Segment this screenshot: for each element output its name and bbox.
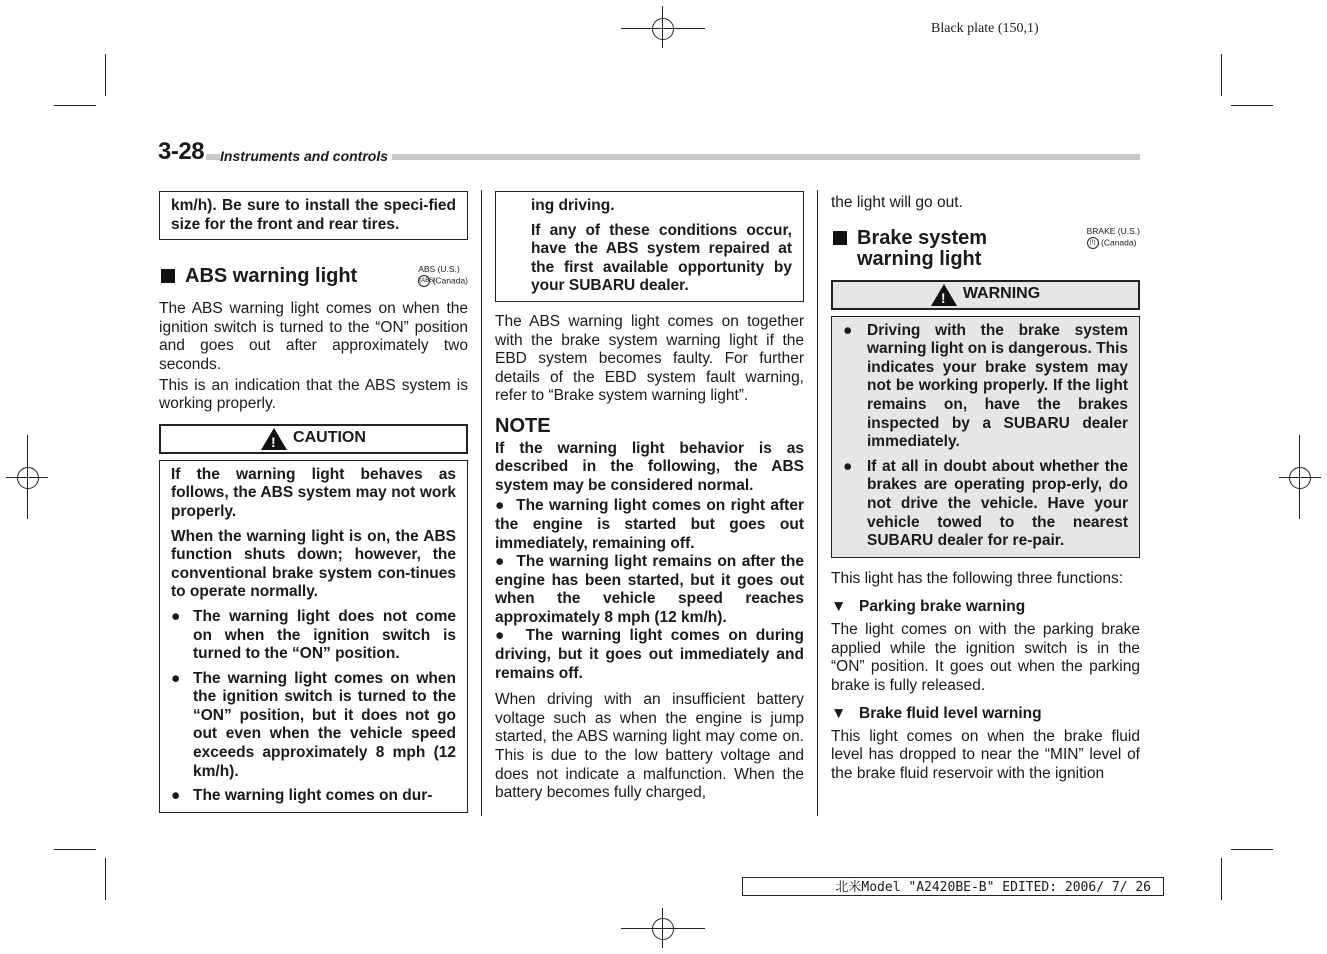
fluid-level-text: This light comes on when the brake fluid level has dropped to near the “MIN” level of the brake fluid reservoir with the ignition xyxy=(831,727,1140,783)
column-3 xyxy=(831,194,1140,790)
section-square-icon xyxy=(833,231,847,245)
crop-br-v xyxy=(1221,858,1222,900)
brake-symbol-canada: (Canada) xyxy=(1101,236,1137,247)
caution-cont-para-1: ing driving. xyxy=(531,197,615,214)
crop-tl-h xyxy=(54,105,96,106)
warning-triangle-icon: ! xyxy=(261,428,287,450)
abs-heading-text: ABS warning light xyxy=(185,265,358,288)
note-heading: NOTE xyxy=(495,414,551,437)
brake-symbol-us: BRAKE (U.S.) xyxy=(1086,225,1140,236)
reg-mark-top-circle xyxy=(652,18,674,40)
caution-cont-para-2: If any of these conditions occur, have the ABS system repaired at the first available opportunity by your SUBARU dealer. xyxy=(531,221,792,295)
edit-footer: 北米Model "A2420BE-B" EDITED: 2006/ 7/ 26 xyxy=(742,877,1164,896)
column-1 xyxy=(159,191,468,813)
crop-tr-v xyxy=(1221,54,1222,96)
top-continued-box xyxy=(159,191,468,240)
section-square-icon xyxy=(161,269,175,283)
triangle-down-icon: ▼ xyxy=(831,705,847,723)
note-intro: If the warning light behavior is as described in the following, the ABS system may be considered normal. xyxy=(495,439,804,494)
abs-circle-icon: (ABS) xyxy=(418,275,430,287)
triangle-down-icon: ▼ xyxy=(831,598,847,616)
caution-bullet-3: ● The warning light comes on dur- xyxy=(171,787,433,805)
abs-symbol-canada: (Canada) xyxy=(432,275,468,286)
abs-heading-row xyxy=(159,266,468,287)
light-out-para: the light will go out. xyxy=(831,194,963,211)
caution-bullet-2: ● The warning light comes on when the ignition switch is turned to the “ON” position, but it does not go out even when the vehicle speed exceeds approximately 8 mph (12 km/h). xyxy=(171,669,456,780)
abs-para-2: This is an indication that the ABS system is working properly. xyxy=(159,376,468,413)
crop-bl-v xyxy=(105,858,106,900)
warning-triangle-icon: ! xyxy=(931,284,957,306)
warning-label: WARNING xyxy=(962,285,1041,303)
caution-header xyxy=(159,424,468,454)
crop-tr-h xyxy=(1231,105,1273,106)
battery-para: When driving with an insufficient battery voltage such as when the engine is jump started, the ABS warning light may come on. This is due to the low battery voltage and does not indicate a malfunction. When the battery becomes fully charged, xyxy=(495,691,804,802)
functions-intro: This light has the following three functions: xyxy=(831,569,1124,587)
plate-label: Black plate (150,1) xyxy=(931,21,1039,36)
brake-circle-icon: (!) xyxy=(1087,237,1099,249)
warning-header xyxy=(831,280,1140,310)
parking-brake-subheading: ▼ Parking brake warning xyxy=(831,598,1026,616)
page-number: 3-28 xyxy=(158,138,205,165)
crop-bl-h xyxy=(54,849,96,850)
top-box-text: km/h). Be sure to install the speci-fied size for the front and rear tires. xyxy=(171,197,456,233)
note-bullet-2: ● The warning light remains on after the engine has been started, but it goes out when the vehicle speed reaches approximately 8 mph (12 km/h). xyxy=(495,553,804,626)
note-bullet-3: ● The warning light comes on during driving, but it goes out immediately and remains off. xyxy=(495,627,804,682)
column-divider-2 xyxy=(817,190,818,816)
brake-heading xyxy=(831,228,987,270)
abs-heading xyxy=(159,266,357,287)
abs-symbol-us: ABS (U.S.) xyxy=(418,264,460,275)
parking-brake-text: The light comes on with the parking brake applied while the ignition switch is in the “ON” position. It goes out when the parking brake is fully released. xyxy=(831,620,1140,694)
fluid-level-subheading: ▼ Brake fluid level warning xyxy=(831,705,1042,723)
warning-box xyxy=(831,316,1140,558)
brake-heading-row xyxy=(831,225,1140,270)
ebd-para: The ABS warning light comes on together with the brake system warning light if the EBD system becomes faulty. For further details of the EBD system fault warning, refer to “Brake system warning light”. xyxy=(495,312,804,405)
warning-bullet-2: ● If at all in doubt about whether the brakes are operating prop-erly, do not drive the vehicle. Have your vehicle towed to the nearest SUBARU dealer for re-pair. xyxy=(843,457,1128,550)
caution-box xyxy=(159,460,468,813)
caution-continued-box xyxy=(495,191,804,302)
brake-heading-line-2: warning light xyxy=(857,247,982,270)
crop-br-h xyxy=(1231,849,1273,850)
caution-label: CAUTION xyxy=(293,429,366,447)
brake-symbols xyxy=(1087,226,1140,249)
reg-mark-left-circle xyxy=(17,467,39,489)
caution-bullet-1: ● The warning light does not come on when the ignition switch is turned to the “ON” position. xyxy=(171,607,456,663)
crop-tl-v xyxy=(105,54,106,96)
column-divider-1 xyxy=(481,190,482,816)
caution-para-1: If the warning light behaves as follows, the ABS system may not work properly. xyxy=(171,465,456,520)
brake-heading-line-1: Brake system xyxy=(857,226,988,249)
abs-symbols xyxy=(418,264,468,287)
abs-para-1: The ABS warning light comes on when the ignition switch is turned to the “ON” position and goes out after approximately two seconds. xyxy=(159,300,468,373)
note-bullet-1: ● The warning light comes on right after the engine is started but goes out immediately, remaining off. xyxy=(495,497,804,552)
section-title: Instruments and controls xyxy=(220,148,392,164)
reg-mark-right-circle xyxy=(1289,467,1311,489)
column-2 xyxy=(495,191,804,809)
reg-mark-bottom-circle xyxy=(652,918,674,940)
warning-bullet-1: ● Driving with the brake system warning light on is dangerous. This indicates your brake system may not be working properly. If the light remains on, have the brakes inspected by a SUBARU dealer immediately. xyxy=(843,321,1128,451)
caution-para-2: When the warning light is on, the ABS function shuts down; however, the conventional brake system con-tinues to operate normally. xyxy=(171,527,456,601)
